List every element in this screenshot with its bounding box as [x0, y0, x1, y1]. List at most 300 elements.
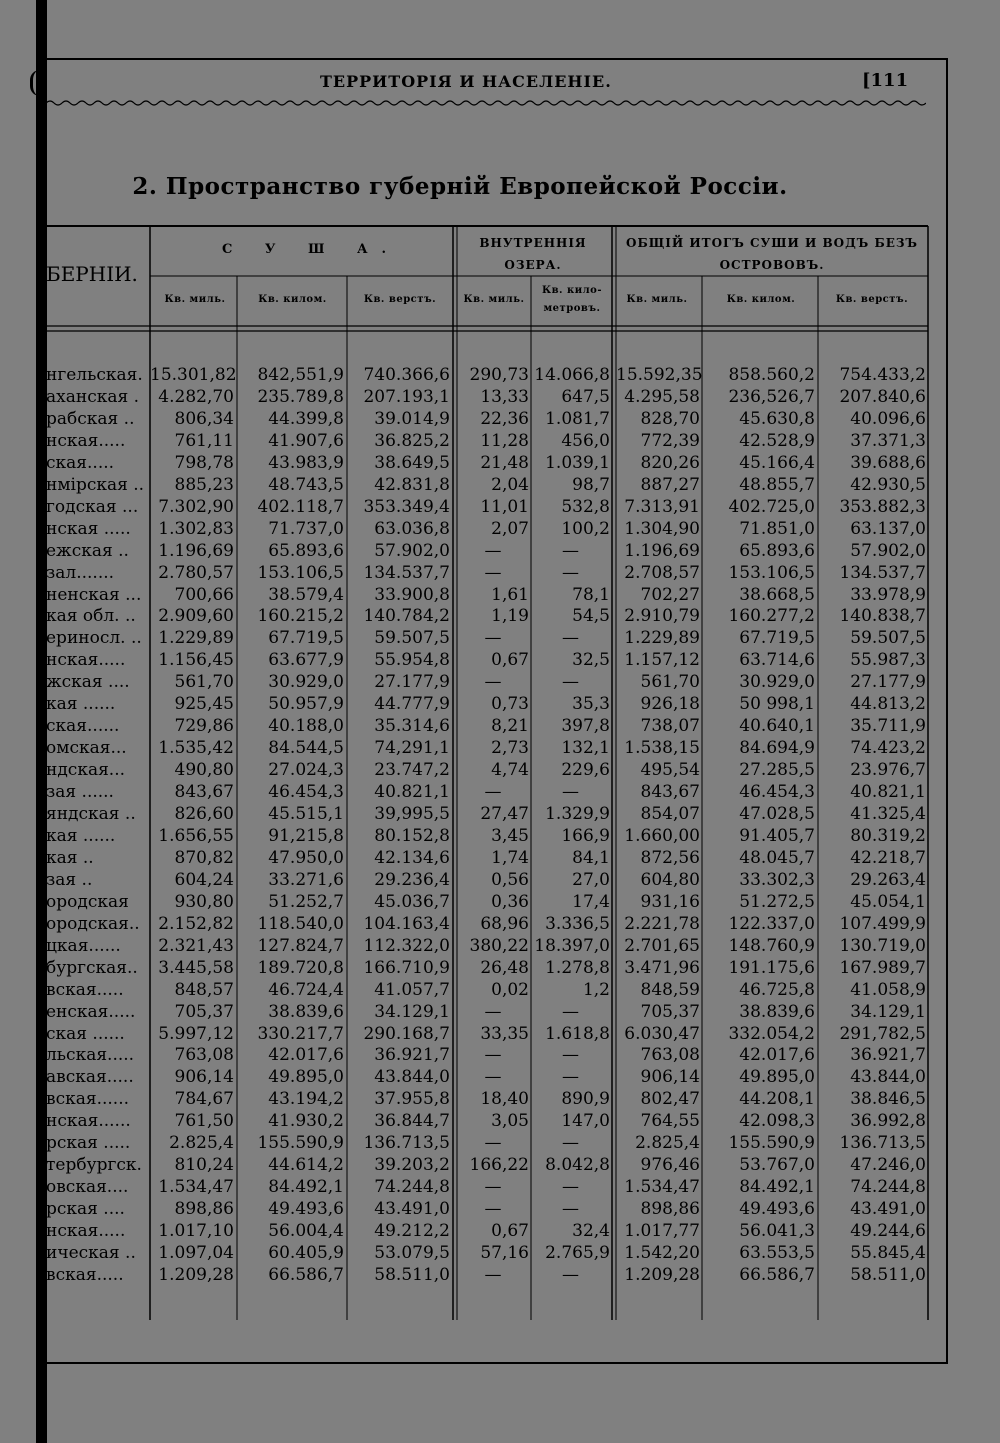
gubernia-name: нгельская.	[46, 365, 143, 385]
table-row	[0, 408, 1000, 430]
table-cell: 705,37	[174, 1001, 234, 1022]
table-cell: 1.656,55	[158, 825, 234, 846]
table-cell: 1.039,1	[545, 452, 610, 473]
table-cell: 104.163,4	[363, 913, 450, 934]
table-row	[0, 649, 1000, 671]
table-cell: 167.989,7	[839, 957, 926, 978]
table-cell: 36.825,2	[374, 430, 450, 451]
header-gubernii: БЕРНІИ.	[46, 262, 138, 286]
table-cell: 7.313,91	[624, 496, 700, 517]
table-cell: 1.538,15	[624, 738, 700, 759]
header-susha: С У Ш А.	[222, 242, 401, 257]
table-cell: 1.660,00	[624, 825, 700, 846]
table-cell: 84,1	[572, 847, 610, 868]
gubernia-name: омская...	[46, 738, 127, 759]
table-cell: 15.301,82	[150, 365, 237, 385]
gubernia-name: кая ......	[46, 825, 116, 846]
table-cell: 11,28	[480, 430, 529, 451]
table-cell: 98,7	[572, 474, 610, 495]
table-cell: —	[484, 1001, 502, 1022]
gubernia-name: цкая......	[46, 935, 121, 956]
table-cell: 43.194,2	[268, 1089, 344, 1110]
table-cell: 36.921,7	[374, 1045, 450, 1066]
table-cell: 4.295,58	[624, 386, 700, 407]
table-cell: 604,24	[174, 869, 234, 890]
table-cell: 34.129,1	[374, 1001, 450, 1022]
table-cell: 976,46	[640, 1155, 700, 1176]
table-cell: 43.491,0	[850, 1199, 926, 1220]
table-cell: 872,56	[640, 847, 700, 868]
table-cell: 166.710,9	[363, 957, 450, 978]
table-row	[0, 1198, 1000, 1220]
table-cell: 14.066,8	[534, 365, 610, 385]
table-cell: 27.285,5	[739, 760, 815, 781]
header-ozera: ВНУТРЕННІЯ ОЗЕРА.	[479, 236, 587, 272]
table-cell: 235.789,8	[257, 386, 344, 407]
table-row	[0, 1023, 1000, 1045]
table-cell: 35.711,9	[850, 716, 926, 737]
table-cell: 39.203,2	[374, 1155, 450, 1176]
table-cell: 50.957,9	[268, 694, 344, 715]
table-cell: 80.319,2	[850, 825, 926, 846]
table-cell: 1.534,47	[158, 1177, 234, 1198]
table-row	[0, 781, 1000, 803]
table-cell: 43.983,9	[268, 452, 344, 473]
col-header-2: Кв. килом.	[258, 294, 327, 305]
table-cell: 59.507,5	[374, 628, 450, 649]
table-cell: 74.244,8	[850, 1177, 926, 1198]
table-cell: 1.196,69	[158, 540, 234, 561]
table-cell: 1,61	[491, 584, 529, 605]
gubernia-name: овская....	[46, 1177, 129, 1198]
table-cell: 38.668,5	[739, 584, 815, 605]
col-header-8: Кв. верстъ.	[835, 294, 909, 305]
gubernia-name: нская.....	[46, 650, 126, 671]
table-cell: 2.221,78	[624, 913, 700, 934]
table-row	[0, 364, 1000, 386]
table-row	[0, 1066, 1000, 1088]
table-cell: 48.045,7	[739, 847, 815, 868]
table-cell: 35.314,6	[374, 716, 450, 737]
gubernia-name: нмірская ..	[46, 474, 145, 495]
table-cell: 74.244,8	[374, 1177, 450, 1198]
table-cell: 207.840,6	[839, 386, 926, 407]
gubernia-name: зал.......	[46, 562, 115, 583]
table-cell: 925,45	[174, 694, 234, 715]
table-cell: 0,67	[491, 1221, 529, 1242]
table-cell: 2,04	[491, 474, 529, 495]
table-cell: 33.900,8	[374, 584, 450, 605]
table-cell: 1.156,45	[158, 650, 234, 671]
table-row	[0, 1176, 1000, 1198]
table-cell: 1.081,7	[545, 408, 610, 429]
table-cell: 21,48	[480, 452, 529, 473]
table-cell: 2.780,57	[158, 562, 234, 583]
table-cell: 1.542,20	[624, 1243, 700, 1263]
gubernia-name: кая обл. ..	[46, 606, 136, 627]
table-cell: 6.030,47	[624, 1023, 700, 1044]
table-cell: 2.909,60	[158, 606, 234, 627]
table-cell: 46.454,3	[268, 782, 344, 803]
gubernia-name: ородская	[46, 891, 129, 912]
gubernia-name: енская.....	[46, 1001, 136, 1022]
table-cell: 136.713,5	[363, 1133, 450, 1154]
table-cell: 33.302,3	[739, 869, 815, 890]
table-cell: 136.713,5	[839, 1133, 926, 1154]
table-cell: —	[484, 1133, 502, 1154]
table-cell: 784,67	[174, 1089, 234, 1110]
gubernia-name: нская......	[46, 1111, 131, 1132]
table-cell: 738,07	[640, 716, 700, 737]
table-cell: 1.196,69	[624, 540, 700, 561]
table-cell: 887,27	[640, 474, 700, 495]
table-cell: 27.177,9	[850, 672, 926, 693]
table-cell: 46.724,4	[268, 979, 344, 1000]
table-cell: 1,2	[582, 979, 610, 1000]
table-title: 2. Пространство губерній Европейской Россіи.	[132, 173, 788, 200]
gubernia-name: вская.....	[46, 1264, 124, 1285]
table-cell: 2.825,4	[169, 1133, 234, 1154]
table-cell: 854,07	[640, 804, 700, 824]
table-cell: —	[562, 628, 579, 649]
gubernia-name: ская......	[46, 716, 120, 737]
table-cell: 495,54	[640, 760, 700, 781]
table-cell: 870,82	[174, 847, 234, 868]
table-cell: 0,36	[491, 891, 529, 912]
table-row	[0, 1264, 1000, 1286]
table-cell: 56.041,3	[739, 1221, 815, 1242]
table-cell: 27,47	[480, 804, 529, 824]
table-cell: 236,526,7	[728, 386, 815, 407]
table-cell: 33.271,6	[268, 869, 344, 890]
table-cell: 3.336,5	[545, 913, 610, 934]
table-cell: —	[484, 782, 502, 803]
gubernia-name: авская.....	[46, 1067, 134, 1088]
table-cell: 51.272,5	[739, 891, 815, 912]
table-cell: 140.838,7	[839, 606, 926, 627]
table-cell: 26,48	[480, 957, 529, 978]
table-cell: 290.168,7	[363, 1023, 450, 1044]
table-cell: 44.777,9	[374, 694, 450, 715]
table-cell: 45.630,8	[739, 408, 815, 429]
table-cell: 490,80	[174, 760, 234, 781]
table-cell: 118.540,0	[257, 913, 344, 934]
gubernia-name: рская .....	[46, 1133, 131, 1154]
table-cell: 140.784,2	[363, 606, 450, 627]
table-cell: —	[484, 1264, 502, 1285]
table-cell: 40.821,1	[850, 782, 926, 803]
gubernia-name: рабская ..	[46, 408, 135, 429]
table-cell: 39,995,5	[374, 804, 450, 824]
table-row	[0, 562, 1000, 584]
gubernia-name: ическая ..	[46, 1243, 136, 1263]
table-cell: 3.471,96	[624, 957, 700, 978]
gubernia-name: льская.....	[46, 1045, 135, 1066]
table-cell: 0,67	[491, 650, 529, 671]
table-cell: 130.719,0	[839, 935, 926, 956]
table-cell: 848,57	[174, 979, 234, 1000]
gubernia-name: тербургск.	[46, 1155, 142, 1176]
table-cell: 207.193,1	[363, 386, 450, 407]
table-cell: 153.106,5	[728, 562, 815, 583]
running-title: ТЕРРИТОРІЯ И НАСЕЛЕНІЕ.	[320, 72, 612, 91]
table-cell: 127.824,7	[257, 935, 344, 956]
table-row	[0, 386, 1000, 408]
table-cell: 2.910,79	[624, 606, 700, 627]
table-cell: 456,0	[561, 430, 610, 451]
table-cell: 53.079,5	[374, 1243, 450, 1263]
table-cell: 402.725,0	[728, 496, 815, 517]
table-cell: 74.423,2	[850, 738, 926, 759]
table-cell: 772,39	[640, 430, 700, 451]
table-cell: 44.813,2	[850, 694, 926, 715]
table-row	[0, 759, 1000, 781]
table-cell: 55.954,8	[374, 650, 450, 671]
table-cell: 15.592,35	[616, 365, 703, 385]
table-cell: —	[484, 1067, 502, 1088]
table-cell: 84.492,1	[268, 1177, 344, 1198]
table-cell: 0,56	[491, 869, 529, 890]
table-cell: 48.855,7	[739, 474, 815, 495]
table-cell: 57.902,0	[374, 540, 450, 561]
table-cell: 36.844,7	[374, 1111, 450, 1132]
table-cell: 107.499,9	[839, 913, 926, 934]
table-cell: 848,59	[640, 979, 700, 1000]
table-cell: —	[562, 1177, 579, 1198]
table-cell: 57,16	[480, 1243, 529, 1263]
table-cell: 39.688,6	[850, 452, 926, 473]
gubernia-name: ежская ..	[46, 540, 129, 561]
table-cell: 57.902,0	[850, 540, 926, 561]
table-cell: 1.209,28	[158, 1264, 234, 1285]
table-cell: 160.215,2	[257, 606, 344, 627]
table-cell: 41.907,6	[268, 430, 344, 451]
table-cell: 51.252,7	[268, 891, 344, 912]
col-header-4: Кв. миль.	[463, 294, 525, 305]
table-cell: 290,73	[469, 365, 529, 385]
table-cell: 3,45	[491, 825, 529, 846]
table-cell: 38.649,5	[374, 452, 450, 473]
table-cell: 1.017,10	[158, 1221, 234, 1242]
table-cell: 55.987,3	[850, 650, 926, 671]
table-cell: 55.845,4	[850, 1243, 926, 1263]
table-cell: 532,8	[561, 496, 610, 517]
table-cell: 843,67	[174, 782, 234, 803]
table-cell: 561,70	[174, 672, 234, 693]
table-cell: 40.096,6	[850, 408, 926, 429]
table-cell: 49.895,0	[268, 1067, 344, 1088]
table-cell: 906,14	[640, 1067, 700, 1088]
table-cell: 68,96	[480, 913, 529, 934]
table-row	[0, 671, 1000, 693]
table-cell: 3,05	[491, 1111, 529, 1132]
table-cell: 29.263,4	[850, 869, 926, 890]
table-cell: 43.844,0	[850, 1067, 926, 1088]
gubernia-name: ериносл. ..	[46, 628, 142, 649]
table-cell: 38.846,5	[850, 1089, 926, 1110]
table-cell: —	[484, 672, 502, 693]
table-cell: 41.058,9	[850, 979, 926, 1000]
table-row	[0, 474, 1000, 496]
table-cell: 84.544,5	[268, 738, 344, 759]
col-header-3: Кв. верстъ.	[363, 294, 437, 305]
table-row	[0, 913, 1000, 935]
gubernia-name: вская.....	[46, 979, 124, 1000]
table-row	[0, 496, 1000, 518]
table-cell: 397,8	[561, 716, 610, 737]
table-cell: 2,73	[491, 738, 529, 759]
table-cell: 30.929,0	[268, 672, 344, 693]
table-cell: 53.767,0	[739, 1155, 815, 1176]
table-cell: 353.349,4	[363, 496, 450, 517]
table-cell: 1.157,12	[624, 650, 700, 671]
table-cell: —	[562, 782, 579, 803]
table-cell: 42.218,7	[850, 847, 926, 868]
table-cell: 166,22	[469, 1155, 529, 1176]
table-cell: —	[562, 1045, 579, 1066]
table-cell: 380,22	[469, 935, 529, 956]
table-cell: 36.992,8	[850, 1111, 926, 1132]
table-row	[0, 627, 1000, 649]
table-cell: —	[484, 562, 502, 583]
table-cell: 700,66	[174, 584, 234, 605]
gubernia-name: яндская ..	[46, 804, 136, 824]
table-cell: 2.701,65	[624, 935, 700, 956]
table-cell: 40.821,1	[374, 782, 450, 803]
wavy-rule	[46, 98, 926, 108]
table-row	[0, 605, 1000, 627]
table-cell: 39.014,9	[374, 408, 450, 429]
table-cell: 2.321,43	[158, 935, 234, 956]
table-cell: 63.714,6	[739, 650, 815, 671]
table-cell: 33.978,9	[850, 584, 926, 605]
table-cell: 798,78	[174, 452, 234, 473]
table-cell: 764,55	[640, 1111, 700, 1132]
table-cell: 78,1	[572, 584, 610, 605]
table-cell: 22,36	[480, 408, 529, 429]
gubernia-name: кая ..	[46, 847, 94, 868]
table-row	[0, 1001, 1000, 1023]
table-row	[0, 1242, 1000, 1264]
table-row	[0, 1044, 1000, 1066]
table-row	[0, 979, 1000, 1001]
table-cell: 84.694,9	[739, 738, 815, 759]
table-cell: 930,80	[174, 891, 234, 912]
table-cell: 42.528,9	[739, 430, 815, 451]
table-cell: 729,86	[174, 716, 234, 737]
table-cell: —	[484, 628, 502, 649]
table-cell: 2.152,82	[158, 913, 234, 934]
col-header-6: Кв. миль.	[626, 294, 688, 305]
gubernia-name: зая ..	[46, 869, 93, 890]
gubernia-name: ская.....	[46, 452, 115, 473]
table-row	[0, 1220, 1000, 1242]
table-cell: 49.244,6	[850, 1221, 926, 1242]
table-cell: 42.831,8	[374, 474, 450, 495]
table-cell: 4,74	[491, 760, 529, 781]
table-cell: 1.302,83	[158, 518, 234, 539]
gubernia-name: нская.....	[46, 430, 126, 451]
table-cell: 44.208,1	[739, 1089, 815, 1110]
table-cell: 59.507,5	[850, 628, 926, 649]
table-cell: —	[484, 1045, 502, 1066]
table-cell: 810,24	[174, 1155, 234, 1176]
gubernia-name: зая ......	[46, 782, 114, 803]
page-number: [111	[862, 70, 909, 91]
table-cell: 160.277,2	[728, 606, 815, 627]
table-cell: 63.137,0	[850, 518, 926, 539]
table-row	[0, 803, 1000, 825]
table-cell: 80.152,8	[374, 825, 450, 846]
table-cell: 7.302,90	[158, 496, 234, 517]
table-cell: 35,3	[572, 694, 610, 715]
table-cell: 11,01	[480, 496, 529, 517]
table-cell: 147,0	[561, 1111, 610, 1132]
gubernia-name: вская......	[46, 1089, 129, 1110]
table-cell: 189.720,8	[257, 957, 344, 978]
table-cell: 17,4	[572, 891, 610, 912]
table-row	[0, 825, 1000, 847]
table-cell: 1.017,77	[624, 1221, 700, 1242]
gubernia-name: нская .....	[46, 518, 131, 539]
table-cell: 100,2	[561, 518, 610, 539]
table-cell: 1.535,42	[158, 738, 234, 759]
gubernia-name: годская ...	[46, 496, 139, 517]
table-cell: 91.405,7	[739, 825, 815, 846]
table-cell: 702,27	[640, 584, 700, 605]
table-cell: 49.493,6	[268, 1199, 344, 1220]
table-cell: 763,08	[640, 1045, 700, 1066]
table-cell: 291,782,5	[839, 1023, 926, 1044]
table-cell: —	[484, 1177, 502, 1198]
table-row	[0, 584, 1000, 606]
table-cell: 41.057,7	[374, 979, 450, 1000]
table-cell: 38.839,6	[268, 1001, 344, 1022]
gubernia-name: ненская ...	[46, 584, 142, 605]
table-row	[0, 1132, 1000, 1154]
table-cell: 32,4	[572, 1221, 610, 1242]
table-cell: 49.493,6	[739, 1199, 815, 1220]
table-cell: —	[562, 1001, 579, 1022]
table-cell: 45.515,1	[268, 804, 344, 824]
table-cell: 134.537,7	[363, 562, 450, 583]
gubernia-name: ородская..	[46, 913, 140, 934]
table-cell: 155.590,9	[728, 1133, 815, 1154]
col-header-5: Кв. кило-метровъ.	[541, 285, 603, 314]
table-cell: 33,35	[480, 1023, 529, 1044]
gubernia-name: рская ....	[46, 1199, 125, 1220]
table-cell: 66.586,7	[268, 1264, 344, 1285]
table-cell: 8,21	[491, 716, 529, 737]
gubernia-name: жская ....	[46, 672, 130, 693]
table-cell: 13,33	[480, 386, 529, 407]
table-cell: 84.492,1	[739, 1177, 815, 1198]
table-cell: 37.371,3	[850, 430, 926, 451]
table-cell: 134.537,7	[839, 562, 926, 583]
table-cell: 148.760,9	[728, 935, 815, 956]
table-cell: 229,6	[561, 760, 610, 781]
table-cell: 1.209,28	[624, 1264, 700, 1285]
table-cell: 47.246,0	[850, 1155, 926, 1176]
table-cell: —	[562, 540, 579, 561]
table-cell: 67.719,5	[739, 628, 815, 649]
table-cell: —	[562, 1199, 579, 1220]
table-cell: 65.893,6	[739, 540, 815, 561]
table-row	[0, 935, 1000, 957]
table-cell: 56.004,4	[268, 1221, 344, 1242]
table-cell: —	[562, 1264, 579, 1285]
gubernia-name: кая ......	[46, 694, 116, 715]
